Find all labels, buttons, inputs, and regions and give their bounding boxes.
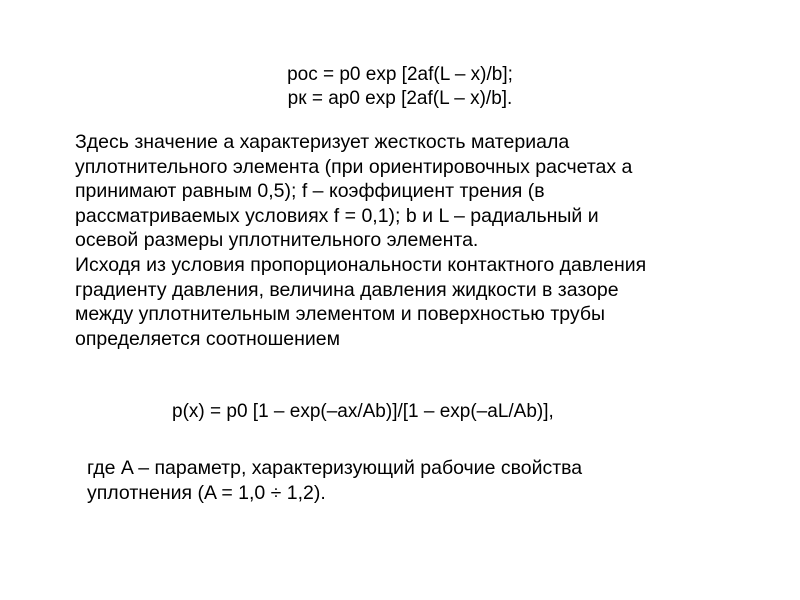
paragraph-end [87,456,582,505]
paragraph-line: уплотнительного элемента (при ориентировочных расчетах a [75,155,633,178]
formula-block-top [0,63,800,111]
paragraph-line: Здесь значение a характеризует жесткость материала [75,131,570,153]
paragraph-line: определяется соотношением [75,327,340,350]
paragraph-line: Исходя из условия пропорциональности контактного давления [75,253,647,276]
paragraph-main [75,130,646,351]
formula-px: p(x) = p0 [1 – exp(–ax/Ab)]/[1 – exp(–aL/Ab)], [172,401,554,422]
paragraph-line: рассматриваемых условиях f = 0,1); b и L – радиальный и [75,204,599,227]
paragraph-line: где A – параметр, характеризующий рабочие свойства [87,457,583,479]
paragraph-line: между уплотнительным элементом и поверхностью трубы [75,303,606,326]
formula-line-pos: pос = p0 exp [2af(L – x)/b]; [287,64,513,85]
paragraph-line: принимают равным 0,5); f – коэффициент трения (в [75,180,545,203]
formula-line-pk: pк = ap0 exp [2af(L – x)/b]. [287,88,513,109]
paragraph-line: уплотнения (A = 1,0 ÷ 1,2). [87,481,326,504]
paragraph-line: осевой размеры уплотнительного элемента. [75,229,479,252]
paragraph-line: градиенту давления, величина давления жидкости в зазоре [75,278,619,301]
